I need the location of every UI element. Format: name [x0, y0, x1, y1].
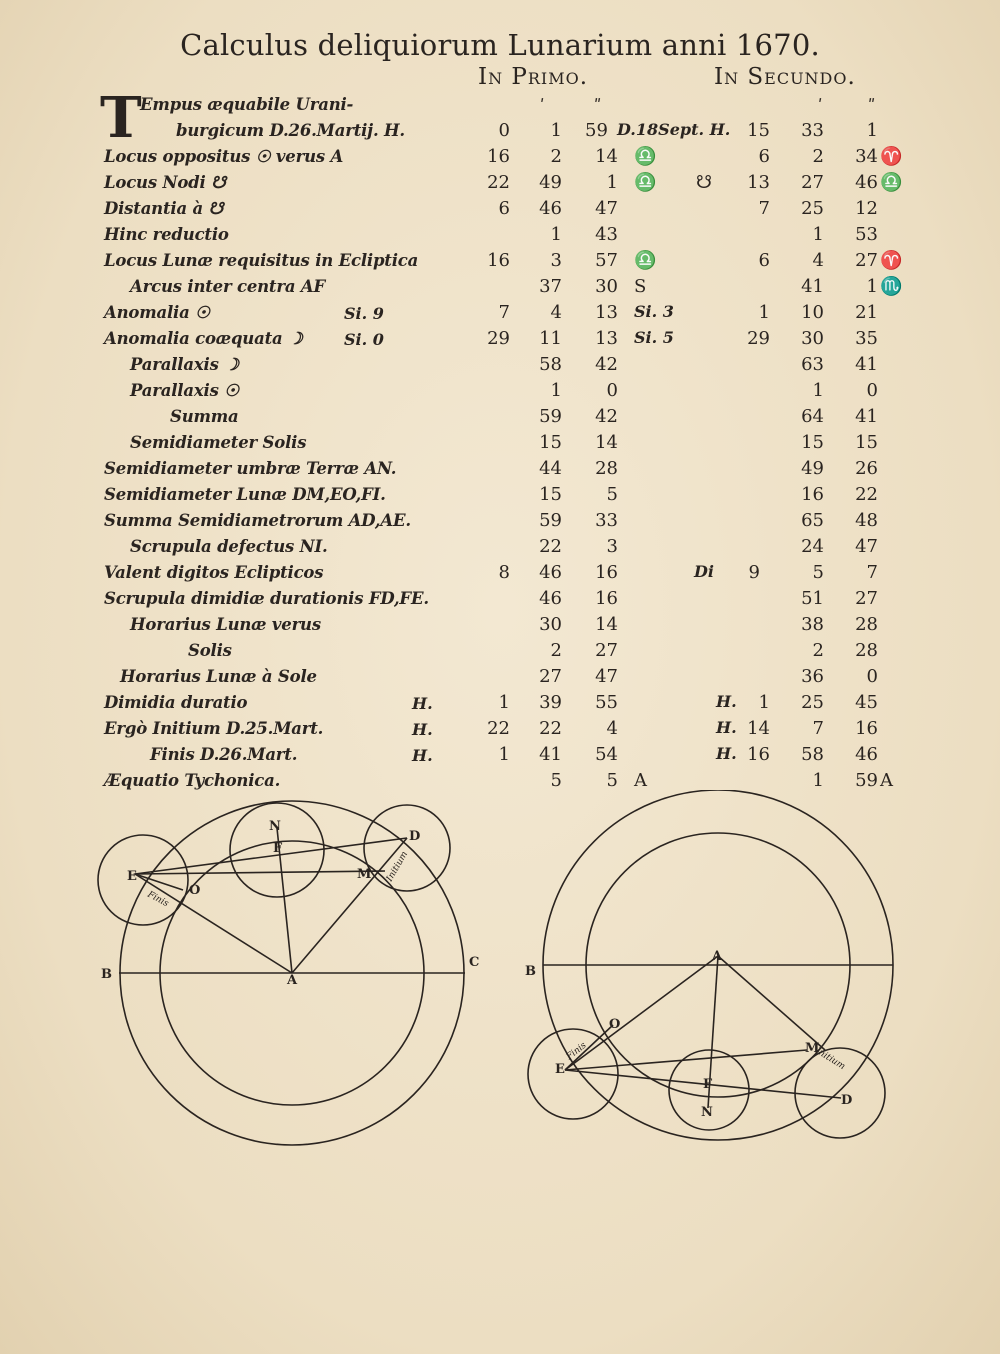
table-row — [0, 717, 1000, 743]
pt-M: M — [357, 867, 372, 882]
table-cell: 57 — [595, 250, 618, 271]
table-cell: 16 — [487, 250, 510, 271]
table-cell: 47 — [595, 666, 618, 687]
pt-B: B — [525, 964, 536, 979]
header-in-secundo: In Secundo. — [714, 64, 856, 90]
table-cell: Di — [694, 562, 714, 581]
table-cell: 13 — [595, 302, 618, 323]
pt-O: O — [189, 883, 201, 898]
table-cell: 29 — [487, 328, 510, 349]
table-cell: 16 — [855, 718, 878, 739]
table-cell: 13 — [747, 172, 770, 193]
table-cell: 29 — [747, 328, 770, 349]
line-E-A — [135, 874, 292, 973]
row-label: Ergò Initium D.25.Mart. — [104, 719, 324, 738]
unit-mark-secundo-sec: ʺ — [868, 96, 876, 115]
table-cell: 25 — [801, 692, 824, 713]
row-label: Parallaxis ☽ — [130, 355, 239, 374]
row-label: Parallaxis ☉ — [130, 381, 239, 400]
table-cell: 59 — [539, 510, 562, 531]
table-row — [0, 145, 1000, 171]
unit-mark-primo-sec: ʺ — [594, 96, 602, 115]
table-cell: 30 — [595, 276, 618, 297]
table-cell: 41 — [855, 354, 878, 375]
table-cell: 14 — [595, 614, 618, 635]
table-cell: 6 — [498, 198, 510, 219]
pt-N: N — [269, 819, 281, 834]
table-row — [0, 535, 1000, 561]
table-cell: 0 — [498, 120, 510, 141]
table-row — [0, 587, 1000, 613]
table-cell: 55 — [595, 692, 618, 713]
table-cell: ♏ — [880, 276, 903, 297]
table-row — [0, 405, 1000, 431]
table-cell: H. — [716, 744, 737, 763]
table-cell: D.18Sept. H. — [617, 120, 731, 139]
table-cell: 42 — [595, 406, 618, 427]
row-label: Semidiameter umbræ Terræ AN. — [104, 459, 397, 478]
table-cell: 45 — [855, 692, 878, 713]
row-hours-mark: H. — [412, 746, 433, 765]
table-cell: Si. 3 — [634, 302, 674, 321]
table-cell: 49 — [801, 458, 824, 479]
table-cell: 9 — [748, 562, 760, 583]
table-row — [0, 691, 1000, 717]
table-cell: 4 — [812, 250, 824, 271]
table-cell: 5 — [812, 562, 824, 583]
table-cell: ♎ — [634, 250, 657, 271]
table-cell: 3 — [606, 536, 618, 557]
row-label: Anomalia coæquata ☽ — [104, 329, 303, 348]
table-row — [0, 613, 1000, 639]
table-cell: 1 — [812, 380, 824, 401]
label-initium: Initium — [813, 1046, 847, 1073]
table-cell: 59 — [585, 120, 608, 141]
row-label: Empus æquabile Urani- — [140, 95, 354, 114]
pt-E: E — [555, 1062, 565, 1077]
table-cell: 22 — [487, 718, 510, 739]
table-cell: 1 — [606, 172, 618, 193]
table-cell: 38 — [801, 614, 824, 635]
table-cell: ♎ — [634, 172, 657, 193]
pt-A: A — [712, 949, 723, 964]
table-cell: 44 — [539, 458, 562, 479]
table-cell: 59 — [855, 770, 878, 791]
table-cell: 22 — [539, 536, 562, 557]
table-cell: 28 — [595, 458, 618, 479]
table-row — [0, 483, 1000, 509]
page-title: Calculus deliquiorum Lunarium anni 1670. — [180, 28, 820, 62]
table-cell: 15 — [747, 120, 770, 141]
table-cell: 5 — [606, 770, 618, 791]
table-cell: 14 — [595, 146, 618, 167]
table-row — [0, 119, 1000, 145]
pt-F: F — [703, 1077, 713, 1092]
pt-E: E — [127, 869, 137, 884]
row-label: Valent digitos Eclipticos — [104, 563, 324, 582]
table-cell: S — [634, 276, 647, 297]
table-cell: 27 — [595, 640, 618, 661]
table-cell: 41 — [855, 406, 878, 427]
table-row — [0, 509, 1000, 535]
table-cell: 16 — [595, 588, 618, 609]
table-cell: 7 — [758, 198, 770, 219]
table-cell: 28 — [855, 614, 878, 635]
row-label: Horarius Lunæ verus — [130, 615, 321, 634]
table-cell: 46 — [855, 744, 878, 765]
label-finis: Finis — [564, 1040, 589, 1063]
table-row — [0, 171, 1000, 197]
table-cell: 7 — [498, 302, 510, 323]
unit-mark-primo-min: ʹ — [540, 96, 545, 115]
table-cell: 15 — [855, 432, 878, 453]
table-cell: 30 — [801, 328, 824, 349]
row-label: Summa Semidiametrorum AD,AE. — [104, 511, 411, 530]
table-cell: 0 — [866, 380, 878, 401]
table-cell: A — [880, 770, 893, 791]
table-cell: 2 — [812, 640, 824, 661]
table-cell: 22 — [855, 484, 878, 505]
table-row — [0, 639, 1000, 665]
table-cell: 2 — [812, 146, 824, 167]
table-cell: 43 — [595, 224, 618, 245]
table-cell: 1 — [758, 302, 770, 323]
table-cell: 25 — [801, 198, 824, 219]
pt-A: A — [287, 973, 298, 988]
table-cell: 16 — [747, 744, 770, 765]
table-cell: 49 — [539, 172, 562, 193]
moon-circle-D — [364, 805, 450, 891]
table-cell: 35 — [855, 328, 878, 349]
table-cell: 15 — [801, 432, 824, 453]
table-cell: 58 — [539, 354, 562, 375]
table-cell: 28 — [855, 640, 878, 661]
row-label: Locus oppositus ☉ verus A — [104, 147, 344, 166]
moon-circle-E — [98, 835, 188, 925]
table-row — [0, 353, 1000, 379]
pt-B: B — [101, 967, 112, 982]
table-cell: 7 — [866, 562, 878, 583]
table-cell: 24 — [801, 536, 824, 557]
row-label: Finis D.26.Mart. — [150, 745, 298, 764]
row-hours-mark: H. — [412, 720, 433, 739]
table-row — [0, 561, 1000, 587]
table-cell: 1 — [498, 744, 510, 765]
table-row — [0, 197, 1000, 223]
table-cell: ♎ — [634, 146, 657, 167]
line-A-D — [718, 956, 825, 1050]
table-cell: 41 — [801, 276, 824, 297]
table-cell: 6 — [758, 250, 770, 271]
label-initium: Initium — [384, 849, 411, 884]
table-row — [0, 249, 1000, 275]
table-cell: 5 — [606, 484, 618, 505]
table-cell: 0 — [866, 666, 878, 687]
row-label: Anomalia ☉ — [104, 303, 210, 322]
row-label: Arcus inter centra AF — [130, 277, 326, 296]
table-cell: 1 — [550, 224, 562, 245]
table-cell: 65 — [801, 510, 824, 531]
table-cell: 15 — [539, 432, 562, 453]
pt-M: M — [805, 1041, 820, 1056]
table-cell: 2 — [550, 146, 562, 167]
row-label: Semidiameter Solis — [130, 433, 307, 452]
row-label: Dimidia duratio — [104, 693, 248, 712]
table-cell: 53 — [855, 224, 878, 245]
table-cell: 14 — [595, 432, 618, 453]
table-cell: ♈ — [880, 146, 903, 167]
table-cell: 16 — [801, 484, 824, 505]
table-cell: Si. 5 — [634, 328, 674, 347]
table-cell: 14 — [747, 718, 770, 739]
table-cell: 27 — [855, 250, 878, 271]
label-finis: Finis — [145, 889, 171, 910]
table-cell: 6 — [758, 146, 770, 167]
table-cell: 33 — [595, 510, 618, 531]
row-label: burgicum D.26.Martij. H. — [176, 121, 405, 140]
row-label: Locus Lunæ requisitus in Ecliptica — [104, 251, 419, 270]
table-cell: 1 — [812, 224, 824, 245]
line-E-M — [135, 871, 385, 874]
table-cell: 4 — [606, 718, 618, 739]
table-cell: A — [634, 770, 647, 791]
row-label: Hinc reductio — [104, 225, 229, 244]
unit-mark-secundo-min: ʹ — [818, 96, 823, 115]
table-cell: 2 — [550, 640, 562, 661]
table-cell: 63 — [801, 354, 824, 375]
line-A-D — [292, 838, 407, 973]
table-cell: 39 — [539, 692, 562, 713]
table-cell: 64 — [801, 406, 824, 427]
table-cell: 26 — [855, 458, 878, 479]
pt-N: N — [701, 1105, 713, 1120]
table-cell: 5 — [550, 770, 562, 791]
table-cell: 54 — [595, 744, 618, 765]
table-cell: 59 — [539, 406, 562, 427]
table-cell: 30 — [539, 614, 562, 635]
table-cell: 46 — [855, 172, 878, 193]
table-cell: 4 — [550, 302, 562, 323]
table-cell: 46 — [539, 198, 562, 219]
table-cell: 3 — [550, 250, 562, 271]
table-row — [0, 275, 1000, 301]
table-cell: 22 — [539, 718, 562, 739]
table-cell: 27 — [539, 666, 562, 687]
table-cell: 42 — [595, 354, 618, 375]
diagram-left — [95, 800, 495, 1160]
table-cell: 0 — [606, 380, 618, 401]
table-cell: 1 — [498, 692, 510, 713]
row-signs: Si. 9 — [344, 304, 384, 323]
table-cell: 10 — [801, 302, 824, 323]
row-label: Locus Nodi ☋ — [104, 173, 226, 192]
table-cell: 36 — [801, 666, 824, 687]
pt-O: O — [609, 1017, 621, 1032]
table-row — [0, 431, 1000, 457]
table-row — [0, 223, 1000, 249]
table-cell: 1 — [550, 120, 562, 141]
table-cell: 16 — [487, 146, 510, 167]
row-label: Horarius Lunæ à Sole — [120, 667, 317, 686]
pt-C: C — [469, 955, 480, 970]
table-cell: 16 — [595, 562, 618, 583]
table-cell: 15 — [539, 484, 562, 505]
table-cell: 34 — [855, 146, 878, 167]
table-cell: 8 — [498, 562, 510, 583]
table-cell: ☋ — [696, 172, 712, 193]
table-cell: 47 — [595, 198, 618, 219]
table-cell: 1 — [866, 120, 878, 141]
header-in-primo: In Primo. — [478, 64, 589, 90]
table-cell: 48 — [855, 510, 878, 531]
pt-D: D — [841, 1093, 853, 1108]
row-label: Scrupula defectus NI. — [130, 537, 328, 556]
table-cell: ♈ — [880, 250, 903, 271]
table-cell: 1 — [866, 276, 878, 297]
table-cell: 47 — [855, 536, 878, 557]
pt-D: D — [409, 829, 421, 844]
row-label: Solis — [188, 641, 232, 660]
table-row — [0, 457, 1000, 483]
table-cell: 22 — [487, 172, 510, 193]
table-cell: 13 — [595, 328, 618, 349]
row-label: Semidiameter Lunæ DM,EO,FI. — [104, 485, 386, 504]
pt-F: F — [273, 841, 283, 856]
row-label: Summa — [170, 407, 239, 426]
table-cell: 46 — [539, 562, 562, 583]
table-cell: 11 — [539, 328, 562, 349]
table-cell: 51 — [801, 588, 824, 609]
row-label: Æquatio Tychonica. — [104, 771, 281, 790]
table-cell: 1 — [550, 380, 562, 401]
table-cell: 27 — [801, 172, 824, 193]
row-hours-mark: H. — [412, 694, 433, 713]
row-signs: Si. 0 — [344, 330, 384, 349]
table-cell: 1 — [758, 692, 770, 713]
row-label: Distantia à ☋ — [104, 199, 223, 218]
table-cell: H. — [716, 718, 737, 737]
table-cell: H. — [716, 692, 737, 711]
table-row — [0, 327, 1000, 353]
table-cell: 33 — [801, 120, 824, 141]
row-label: Scrupula dimidiæ durationis FD,FE. — [104, 589, 429, 608]
table-row — [0, 665, 1000, 691]
table-cell: ♎ — [880, 172, 903, 193]
table-cell: 21 — [855, 302, 878, 323]
table-row — [0, 743, 1000, 769]
table-row — [0, 301, 1000, 327]
table-cell: 58 — [801, 744, 824, 765]
table-row — [0, 93, 1000, 119]
table-cell: 1 — [812, 770, 824, 791]
table-cell: 7 — [812, 718, 824, 739]
table-cell: 41 — [539, 744, 562, 765]
diagram-right — [525, 790, 905, 1150]
drop-cap: T — [100, 85, 142, 151]
table-cell: 37 — [539, 276, 562, 297]
line-E-M — [565, 1050, 807, 1070]
table-row — [0, 379, 1000, 405]
table-cell: 12 — [855, 198, 878, 219]
table-cell: 46 — [539, 588, 562, 609]
table-cell: 27 — [855, 588, 878, 609]
